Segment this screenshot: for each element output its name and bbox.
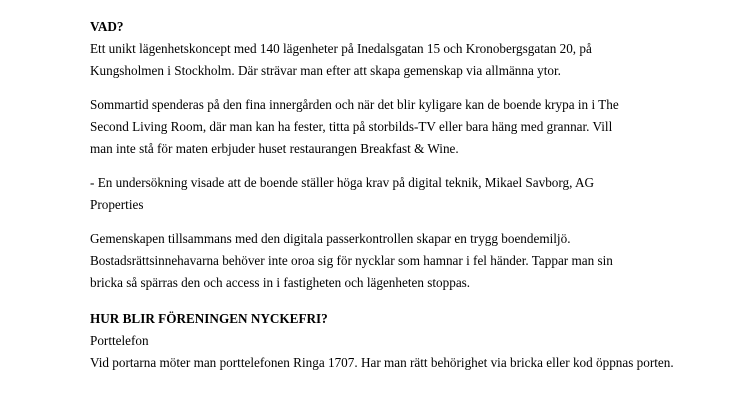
paragraph-line: Second Living Room, där man kan ha fester, titta på storbilds-TV eller bara häng med grannar. Vill [90,119,613,134]
paragraph-line: Vid portarna möter man porttelefonen Ringa 1707. Har man rätt behörighet via bricka eller kod öppnas porten. [90,355,674,370]
paragraph-line: Bostadsrättsinnehavarna behöver inte oroa sig för nycklar som hamnar i fel händer. Tappar man sin [90,253,613,268]
paragraph-line: bricka så spärras den och access in i fastigheten och lägenheten stoppas. [90,275,471,290]
spacer [90,82,690,94]
quote-line: Properties [90,197,144,212]
section-heading-vad: VAD? [90,19,124,34]
quote-line: - En undersökning visade att de boende ställer höga krav på digital teknik, Mikael Savborg, AG [90,175,595,190]
spacer [90,294,690,308]
document-page [90,0,690,374]
spacer [90,4,690,16]
paragraph-line: Kungsholmen i Stockholm. Där strävar man efter att skapa gemenskap via allmänna ytor. [90,63,561,78]
paragraph-line: Gemenskapen tillsammans med den digitala passerkontrollen skapar en trygg boendemiljö. [90,231,571,246]
spacer [90,160,690,172]
paragraph-line: Ett unikt lägenhetskoncept med 140 lägenheter på Inedalsgatan 15 och Kronobergsgatan 20, på [90,41,592,56]
subheading-porttelefon: Porttelefon [90,333,149,348]
paragraph-line: Sommartid spenderas på den fina innergården och när det blir kyligare kan de boende krypa in i The [90,97,619,112]
section-heading-nyckelfri: HUR BLIR FÖRENINGEN NYCKEFRI? [90,311,328,326]
spacer [90,216,690,228]
paragraph-line: man inte stå för maten erbjuder huset restaurangen Breakfast & Wine. [90,141,459,156]
